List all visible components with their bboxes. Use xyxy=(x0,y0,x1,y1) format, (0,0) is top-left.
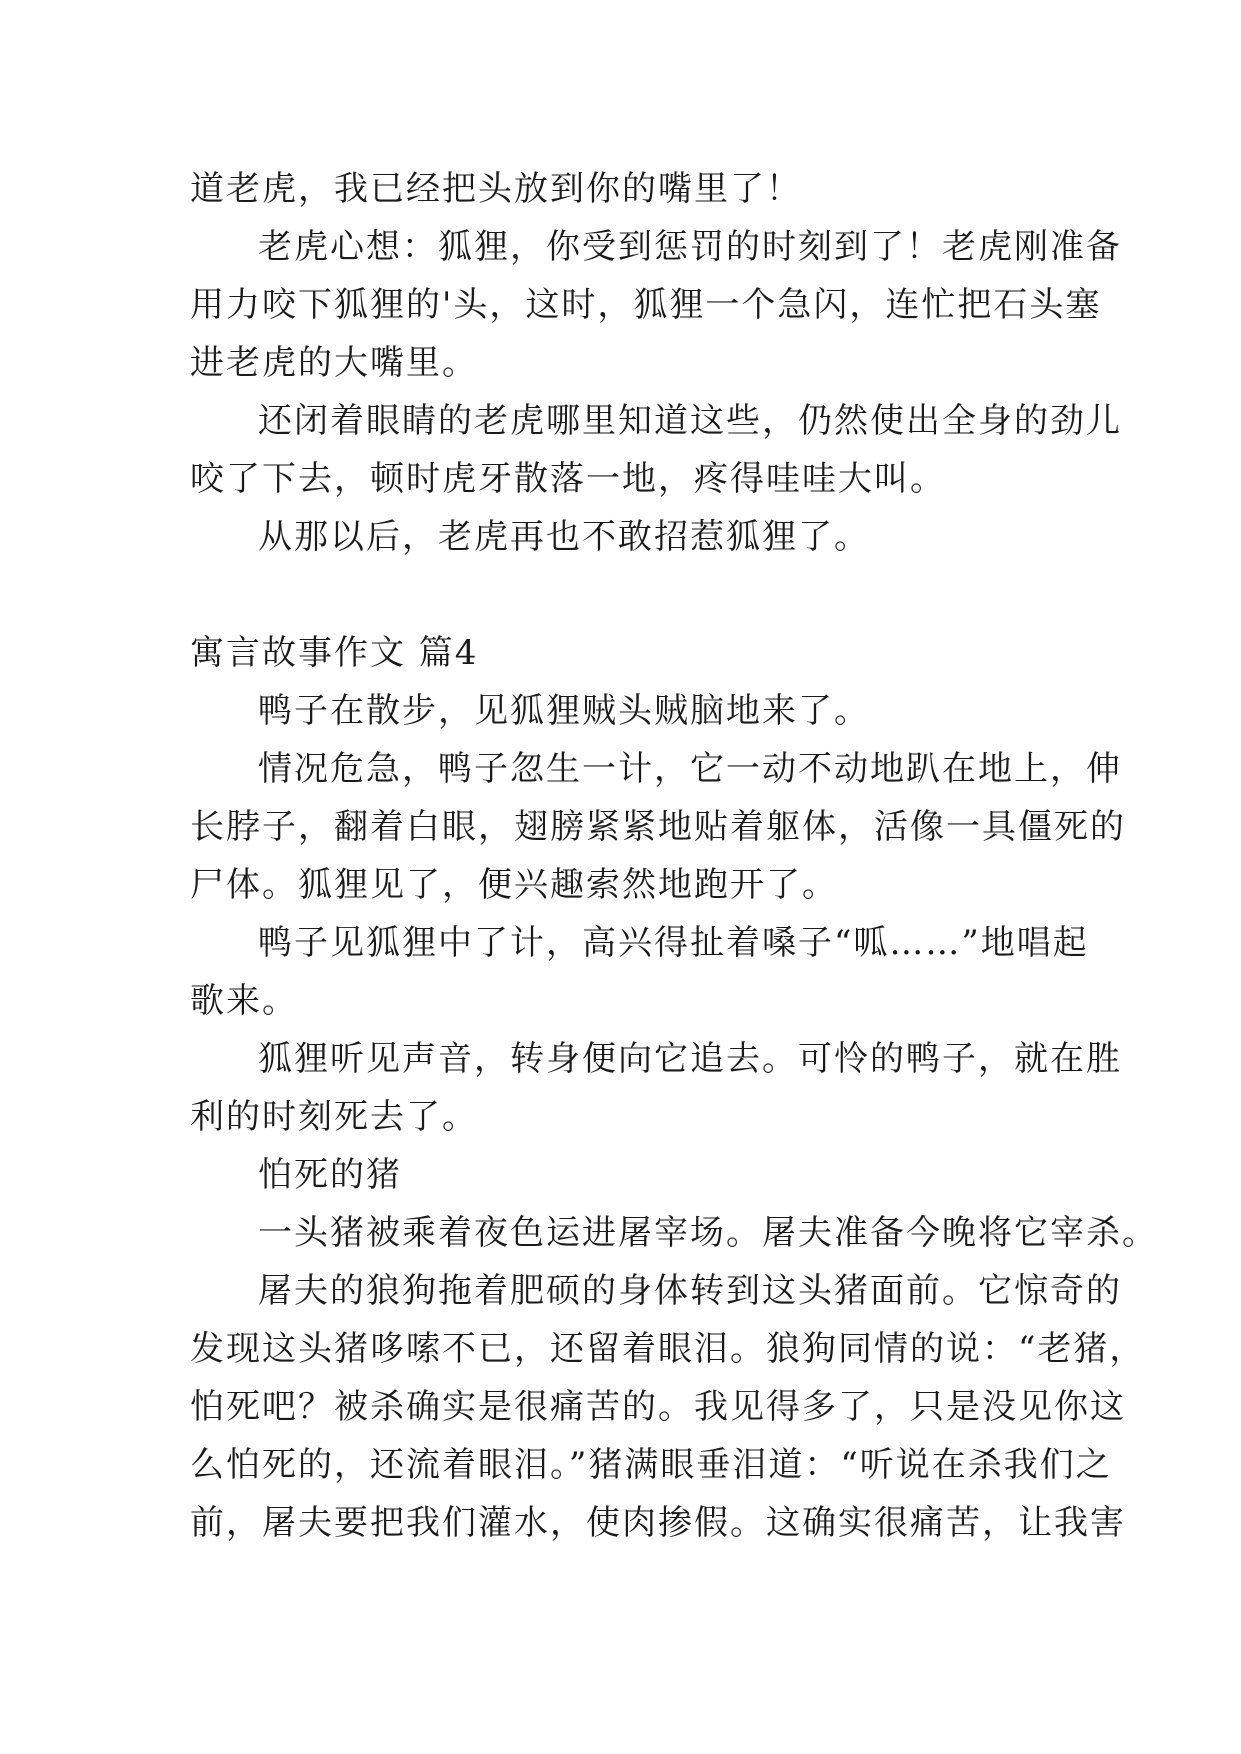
text-line: 情况危急，鸭子忽生一计，它一动不动地趴在地上，伸 xyxy=(258,749,1122,789)
text-line: 怕死吧？被杀确实是很痛苦的。我见得多了，只是没见你这 xyxy=(190,1387,1126,1427)
text-line: 么怕死的，还流着眼泪。”猪满眼垂泪道：“听说在杀我们之 xyxy=(190,1445,1112,1485)
text-line: 利的时刻死去了。 xyxy=(190,1097,478,1137)
text-line: 发现这头猪哆嗦不已，还留着眼泪。狼狗同情的说：“老猪， xyxy=(190,1329,1146,1369)
text-line: 鸭子见狐狸中了计，高兴得扯着嗓子“呱……”地唱起 xyxy=(258,923,1089,963)
text-line: 道老虎，我已经把头放到你的嘴里了！ xyxy=(190,169,802,209)
document-page xyxy=(190,160,1158,1552)
text-line: 狐狸听见声音，转身便向它追去。可怜的鸭子，就在胜 xyxy=(258,1039,1122,1079)
text-line: 用力咬下狐狸的'头，这时，狐狸一个急闪，连忙把石头塞 xyxy=(190,285,1102,325)
blank-line xyxy=(190,566,1060,624)
text-line: 老虎心想：狐狸，你受到惩罚的时刻到了！老虎刚准备 xyxy=(258,227,1122,267)
text-line: 进老虎的大嘴里。 xyxy=(190,343,478,383)
section-heading: 寓言故事作文 篇4 xyxy=(190,633,479,673)
text-line: 屠夫的狼狗拖着肥硕的身体转到这头猪面前。它惊奇的 xyxy=(258,1271,1122,1311)
text-line: 鸭子在散步，见狐狸贼头贼脑地来了。 xyxy=(258,691,870,731)
text-line: 歌来。 xyxy=(190,981,298,1021)
text-line: 前，屠夫要把我们灌水，使肉掺假。这确实很痛苦，让我害 xyxy=(190,1503,1126,1543)
text-line: 咬了下去，顿时虎牙散落一地，疼得哇哇大叫。 xyxy=(190,459,946,499)
text-line: 从那以后，老虎再也不敢招惹狐狸了。 xyxy=(258,517,870,557)
text-line: 尸体。狐狸见了，便兴趣索然地跑开了。 xyxy=(190,865,838,905)
story-title: 怕死的猪 xyxy=(258,1155,402,1195)
text-line: 一头猪被乘着夜色运进屠宰场。屠夫准备今晚将它宰杀。 xyxy=(258,1213,1158,1253)
text-line: 还闭着眼睛的老虎哪里知道这些，仍然使出全身的劲儿 xyxy=(258,401,1122,441)
text-line: 长脖子，翻着白眼，翅膀紧紧地贴着躯体，活像一具僵死的 xyxy=(190,807,1126,847)
